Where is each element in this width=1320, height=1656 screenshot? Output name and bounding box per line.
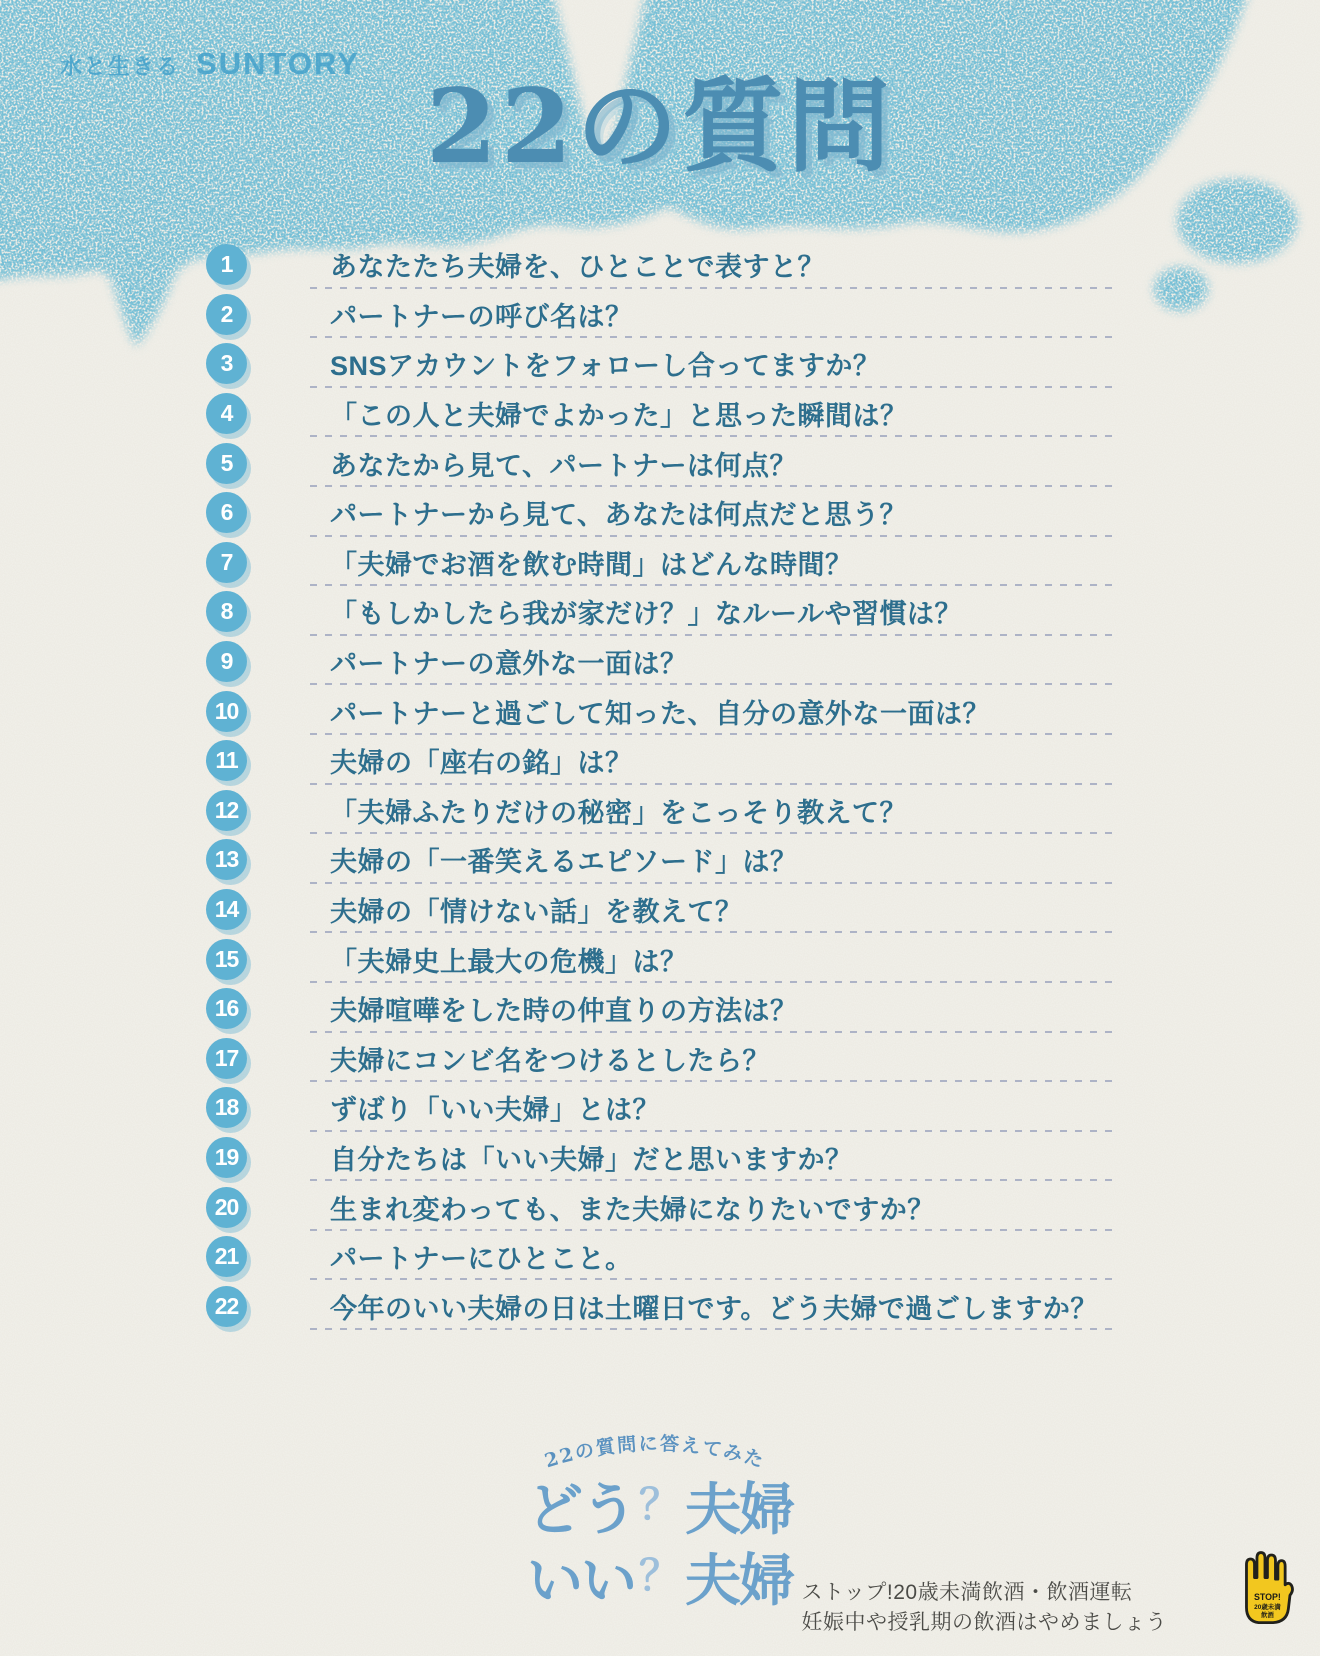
question-number-badge	[206, 790, 247, 831]
question-divider	[310, 336, 1112, 338]
question-text: パートナーから見て、あなたは何点だと思う？	[330, 500, 907, 531]
question-divider	[310, 981, 1112, 983]
drinking-warning	[802, 1578, 1168, 1638]
question-row	[206, 835, 1112, 885]
question-text: 「夫婦ふたりだけの秘密」をこっそり教えて？	[330, 797, 907, 828]
question-row	[206, 1182, 1112, 1232]
splash-medium-bubble	[1177, 179, 1297, 263]
question-row	[206, 438, 1112, 488]
question-divider	[310, 683, 1112, 685]
stop-icon-text-2: 20歳未満	[1254, 1603, 1281, 1611]
question-number-badge	[206, 244, 247, 285]
question-divider	[310, 832, 1112, 834]
question-row	[206, 290, 1112, 340]
question-number-badge	[206, 542, 247, 583]
question-number: 10	[214, 697, 239, 724]
logo-line1-question-mark: ？	[638, 1480, 681, 1529]
brand-tagline: 水と生きる	[60, 54, 181, 79]
question-row	[206, 885, 1112, 935]
question-number: 22	[214, 1292, 239, 1319]
question-number-badge	[206, 1286, 247, 1327]
question-number-badge	[206, 988, 247, 1029]
question-row	[206, 1133, 1112, 1183]
question-number-badge	[206, 591, 247, 632]
question-number-badge	[206, 641, 247, 682]
question-text: 夫婦の「座右の銘」は？	[330, 748, 633, 779]
question-row	[206, 1232, 1112, 1282]
question-text: 自分たちは「いい夫婦」だと思いますか？	[330, 1144, 853, 1175]
question-row	[206, 240, 1112, 290]
splash-small-bubble	[1154, 267, 1208, 311]
question-text: 「この人と夫婦でよかった」と思った瞬間は？	[330, 401, 908, 432]
page-title: 22の質問	[426, 67, 894, 187]
question-text: ずばり「いい夫婦」とは？	[330, 1095, 660, 1126]
question-number: 5	[220, 449, 233, 476]
question-number-badge	[206, 492, 247, 533]
logo-line1-pre: どう	[526, 1477, 635, 1543]
question-text: SNSアカウントをフォローし合ってますか？	[330, 351, 881, 382]
question-number-badge	[206, 343, 247, 384]
logo-line1-post: 夫婦	[685, 1477, 793, 1543]
question-number-badge	[206, 1236, 247, 1277]
question-number: 18	[214, 1094, 239, 1121]
question-divider	[310, 1031, 1112, 1033]
question-divider	[310, 1130, 1112, 1132]
question-text: 「夫婦史上最大の危機」は？	[330, 946, 688, 977]
question-text: 「もしかしたら我が家だけ？」なルールや習慣は？	[330, 599, 962, 630]
question-text: 今年のいい夫婦の日は土曜日です。どう夫婦で過ごしますか？	[330, 1293, 1098, 1324]
question-number-badge	[206, 939, 247, 980]
question-divider	[310, 386, 1112, 388]
question-number: 21	[214, 1243, 239, 1270]
question-text: あなたから見て、パートナーは何点？	[330, 450, 797, 481]
question-divider	[310, 1229, 1112, 1231]
question-divider	[310, 733, 1112, 735]
question-divider	[310, 287, 1112, 289]
question-text: 生まれ変わっても、また夫婦になりたいですか？	[330, 1194, 935, 1225]
question-number-badge	[206, 740, 247, 781]
question-number: 20	[214, 1193, 239, 1220]
question-row	[206, 389, 1112, 439]
question-row	[206, 587, 1112, 637]
question-row	[206, 786, 1112, 836]
question-row	[206, 637, 1112, 687]
stop-hand-icon	[1236, 1546, 1294, 1630]
question-row	[206, 984, 1112, 1034]
question-row	[206, 1034, 1112, 1084]
question-text: 夫婦の「情けない話」を教えて？	[330, 897, 743, 928]
question-divider	[310, 783, 1112, 785]
question-text: 夫婦喧嘩をした時の仲直りの方法は？	[330, 996, 798, 1027]
question-number-badge	[206, 1087, 247, 1128]
question-number-badge	[206, 1038, 247, 1079]
question-row	[206, 934, 1112, 984]
stop-icon-text-1: STOP!	[1253, 1592, 1281, 1603]
question-number-badge	[206, 1187, 247, 1228]
question-number: 12	[214, 796, 239, 823]
question-text: パートナーの意外な一面は？	[330, 649, 688, 680]
question-divider	[310, 584, 1112, 586]
question-list	[206, 240, 1112, 1331]
question-row	[206, 1281, 1112, 1331]
question-number: 8	[220, 598, 233, 625]
question-row	[206, 736, 1112, 786]
question-text: パートナーの呼び名は？	[330, 301, 633, 332]
question-number: 11	[215, 747, 238, 774]
warning-line-1: ストップ!20歳未満飲酒・飲酒運転	[801, 1581, 1133, 1604]
question-number-badge	[206, 839, 247, 880]
question-divider	[310, 1080, 1112, 1082]
question-divider	[310, 931, 1112, 933]
logo-line2-post: 夫婦	[685, 1548, 793, 1614]
question-number: 7	[220, 548, 233, 575]
question-divider	[310, 1278, 1112, 1280]
logo-line2-pre: いい	[526, 1548, 635, 1614]
campaign-arc-text: 22の質問に答えてみた	[542, 1432, 768, 1473]
question-text: 夫婦にコンビ名をつけるとしたら？	[330, 1045, 770, 1076]
question-number: 17	[214, 1044, 239, 1071]
question-row	[206, 339, 1112, 389]
question-number: 6	[220, 499, 233, 526]
question-number: 16	[214, 995, 239, 1022]
question-row	[206, 538, 1112, 588]
question-number: 1	[220, 251, 233, 278]
question-number: 15	[214, 945, 239, 972]
question-number: 14	[214, 896, 239, 923]
question-divider	[310, 882, 1112, 884]
brand-name: SUNTORY	[196, 46, 360, 81]
question-text: パートナーにひとこと。	[330, 1244, 633, 1275]
stop-icon-text-3: 飲酒	[1260, 1612, 1274, 1619]
question-divider	[310, 634, 1112, 636]
question-number: 13	[214, 846, 239, 873]
question-number-badge	[206, 443, 247, 484]
svg-text:22の質問に答えてみた	[542, 1432, 768, 1473]
campaign-logo-line-1	[0, 1472, 1320, 1543]
question-number-badge	[206, 294, 247, 335]
question-divider	[310, 1328, 1112, 1330]
warning-line-2: 妊娠中や授乳期の飲酒はやめましょう	[801, 1611, 1167, 1634]
question-divider	[310, 1179, 1112, 1181]
question-number-badge	[206, 691, 247, 732]
question-divider	[310, 535, 1112, 537]
question-number: 9	[220, 648, 233, 675]
question-row	[206, 1083, 1112, 1133]
question-number-badge	[206, 889, 247, 930]
question-row	[206, 488, 1112, 538]
question-number: 2	[220, 300, 233, 327]
question-row	[206, 686, 1112, 736]
question-number: 3	[220, 350, 233, 377]
question-number-badge	[206, 1137, 247, 1178]
question-divider	[310, 435, 1112, 437]
question-divider	[310, 485, 1112, 487]
question-text: パートナーと過ごして知った、自分の意外な一面は？	[330, 698, 990, 729]
question-text: あなたたち夫婦を、ひとことで表すと？	[330, 252, 825, 283]
question-text: 夫婦の「一番笑えるエピソード」は？	[330, 847, 798, 878]
logo-line2-question-mark: ？	[638, 1551, 681, 1600]
question-number-badge	[206, 393, 247, 434]
question-number: 4	[220, 400, 233, 427]
question-text: 「夫婦でお酒を飲む時間」はどんな時間？	[330, 549, 853, 580]
question-number: 19	[214, 1143, 239, 1170]
